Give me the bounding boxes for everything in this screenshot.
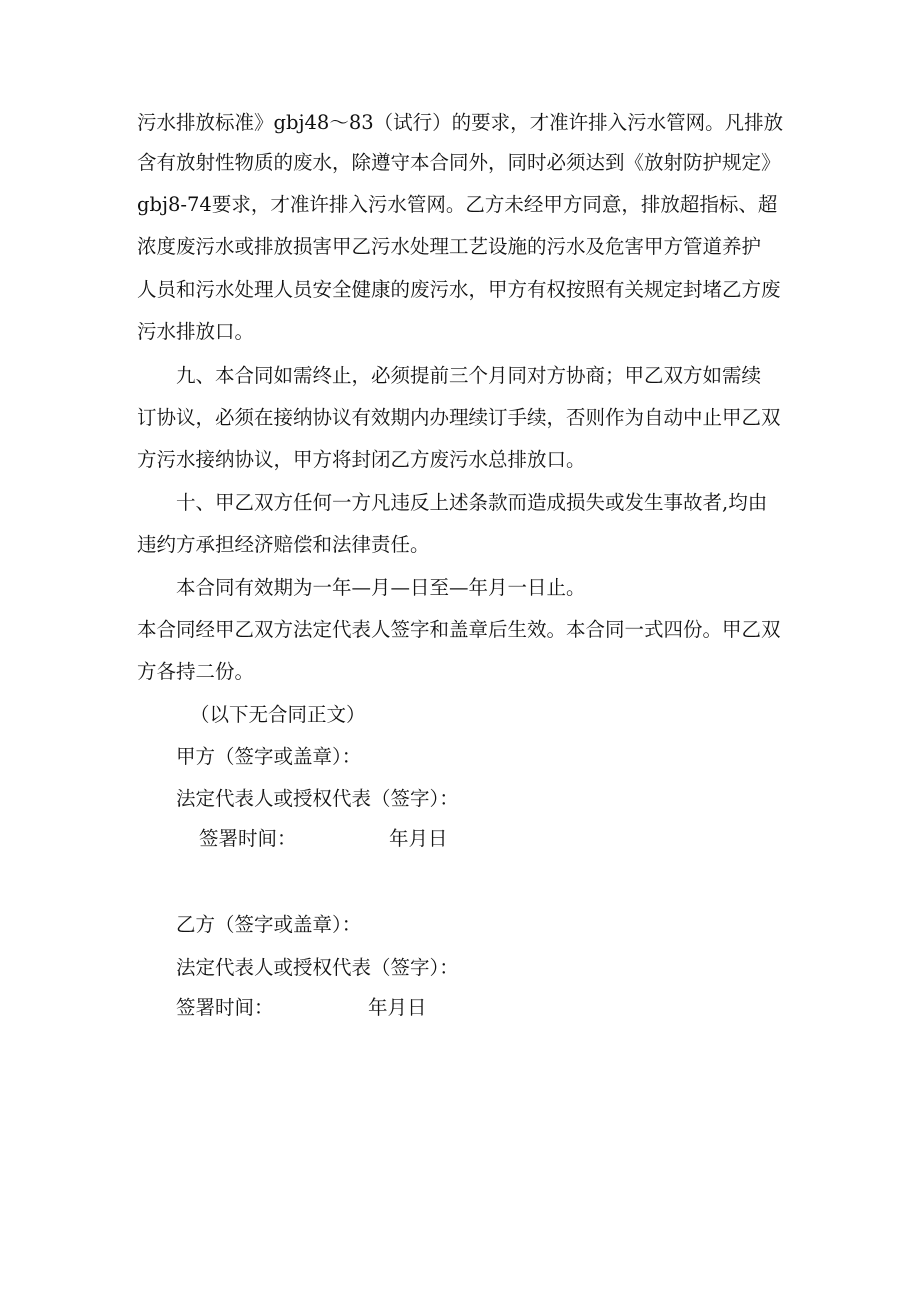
- validity-line: [176, 576, 586, 600]
- para8-line-3-text: gbj8-74要求，才准许排入污水管网。乙方未经甲方同意，排放超指标、超: [137, 193, 778, 216]
- para9-line-2-text: 订协议，必须在接纳协议有效期内办理续订手续，否则作为自动中止甲乙双: [137, 406, 781, 429]
- para8-line-6: [137, 320, 254, 344]
- party-a-time-label-text: 签署时间：: [199, 827, 297, 850]
- effect-line-1: [137, 618, 781, 642]
- para10-line-2: [137, 533, 430, 557]
- effect-line-1-text: 本合同经甲乙双方法定代表人签字和盖章后生效。本合同一式四份。甲乙双: [137, 618, 781, 641]
- party-b-date-text: 年月日: [368, 996, 427, 1019]
- para9-line-3: [137, 448, 586, 472]
- validity-text: 本合同有效期为一年—月—日至—年月一日止。: [176, 576, 586, 599]
- party-b-rep: [176, 956, 459, 980]
- para8-line-1: [137, 111, 795, 135]
- para8-line-3: [137, 193, 777, 217]
- party-a-time-label: [199, 827, 297, 851]
- end-note: [190, 703, 366, 727]
- party-a-rep: [176, 787, 459, 811]
- para10-line-1: [176, 491, 767, 515]
- effect-line-2: [137, 660, 254, 684]
- para9-line-1-text: 九、本合同如需终止，必须提前三个月同对方协商；甲乙双方如需续: [176, 364, 762, 387]
- para8-line-2: [137, 151, 801, 175]
- para8-line-5: [137, 278, 781, 302]
- para8-line-4: [137, 235, 761, 259]
- party-b-label-text: 乙方（签字或盖章）：: [176, 913, 362, 936]
- para9-line-1: [176, 364, 761, 388]
- end-note-text: （以下无合同正文）: [190, 703, 366, 726]
- para8-line-4-text: 浓度废污水或排放损害甲乙污水处理工艺设施的污水及危害甲方管道养护: [137, 235, 762, 258]
- para8-line-1-text: 污水排放标准》gbj48～83（试行）的要求，才准许排入污水管网。凡排放: [137, 111, 784, 134]
- party-b-date: [368, 996, 427, 1020]
- para8-line-6-text: 污水排放口。: [137, 320, 255, 343]
- party-a-date-text: 年月日: [389, 827, 448, 850]
- para10-line-2-text: 违约方承担经济赔偿和法律责任。: [137, 533, 430, 556]
- party-b-time-label-text: 签署时间：: [176, 996, 274, 1019]
- party-b-time-label: [176, 996, 274, 1020]
- para8-line-5-text: 人员和污水处理人员安全健康的废污水，甲方有权按照有关规定封堵乙方废: [137, 278, 781, 301]
- para9-line-2: [137, 406, 781, 430]
- para9-line-3-text: 方污水接纳协议，甲方将封闭乙方废污水总排放口。: [137, 448, 586, 471]
- party-b-label: [176, 913, 361, 937]
- effect-line-2-text: 方各持二份。: [137, 660, 255, 683]
- para8-line-2-text: 含有放射性物质的废水，除遵守本合同外，同时必须达到《放射防护规定》: [137, 151, 781, 174]
- party-a-rep-text: 法定代表人或授权代表（签字）：: [176, 787, 459, 810]
- para10-line-1-text: 十、甲乙双方任何一方凡违反上述条款而造成损失或发生事故者,均由: [176, 491, 768, 514]
- party-a-date: [389, 827, 448, 851]
- party-a-label-text: 甲方（签字或盖章）：: [176, 745, 362, 768]
- party-b-rep-text: 法定代表人或授权代表（签字）：: [176, 956, 459, 979]
- party-a-label: [176, 745, 361, 769]
